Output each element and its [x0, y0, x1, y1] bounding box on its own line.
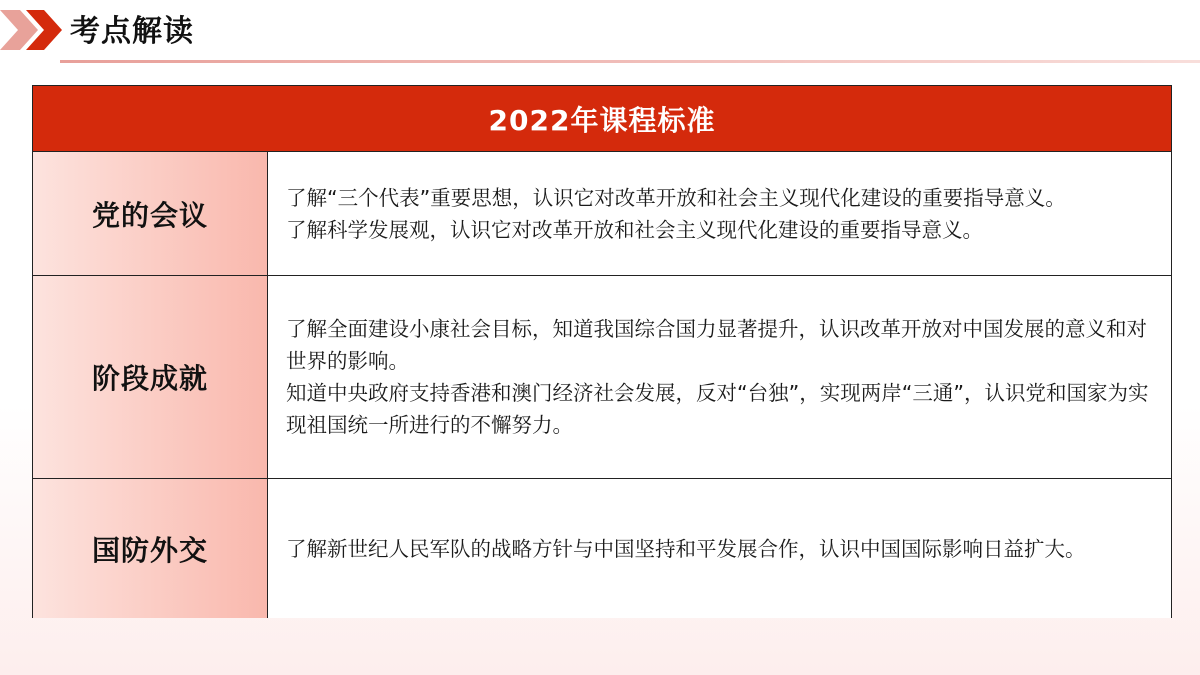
double-chevron-right-icon — [0, 8, 70, 52]
table-title: 2022年课程标准 — [488, 103, 716, 137]
row-paragraph: 知道中央政府支持香港和澳门经济社会发展，反对“台独”，实现两岸“三通”，认识党和国家为实现祖国统一所进行的不懈努力。 — [286, 381, 1149, 437]
row-content-cell — [268, 479, 1171, 618]
row-paragraph: 了解全面建设小康社会目标，知道我国综合国力显著提升，认识改革开放对中国发展的意义和对世界的影响。 — [286, 317, 1147, 373]
row-content-cell — [268, 152, 1171, 275]
table-title-row — [33, 86, 1171, 152]
row-label: 国防外交 — [91, 533, 208, 567]
row-paragraph: 了解科学发展观，认识它对改革开放和社会主义现代化建设的重要指导意义。 — [286, 217, 983, 242]
row-paragraph: 了解“三个代表”重要思想，认识它对改革开放和社会主义现代化建设的重要指导意义。 — [286, 185, 1066, 210]
page-title: 考点解读 — [70, 14, 194, 49]
table-row — [33, 479, 1171, 618]
row-label-cell — [33, 276, 268, 478]
row-paragraph: 了解新世纪人民军队的战略方针与中国坚持和平发展合作，认识中国国际影响日益扩大。 — [286, 536, 1086, 561]
slide-header — [0, 0, 1200, 70]
row-label: 党的会议 — [91, 198, 208, 232]
header-divider — [60, 60, 1200, 63]
row-label-cell — [33, 479, 268, 618]
table-row — [33, 152, 1171, 276]
row-content-cell — [268, 276, 1171, 478]
table-row — [33, 276, 1171, 479]
curriculum-table — [32, 85, 1172, 618]
row-label-cell — [33, 152, 268, 275]
row-label: 阶段成就 — [91, 362, 208, 395]
